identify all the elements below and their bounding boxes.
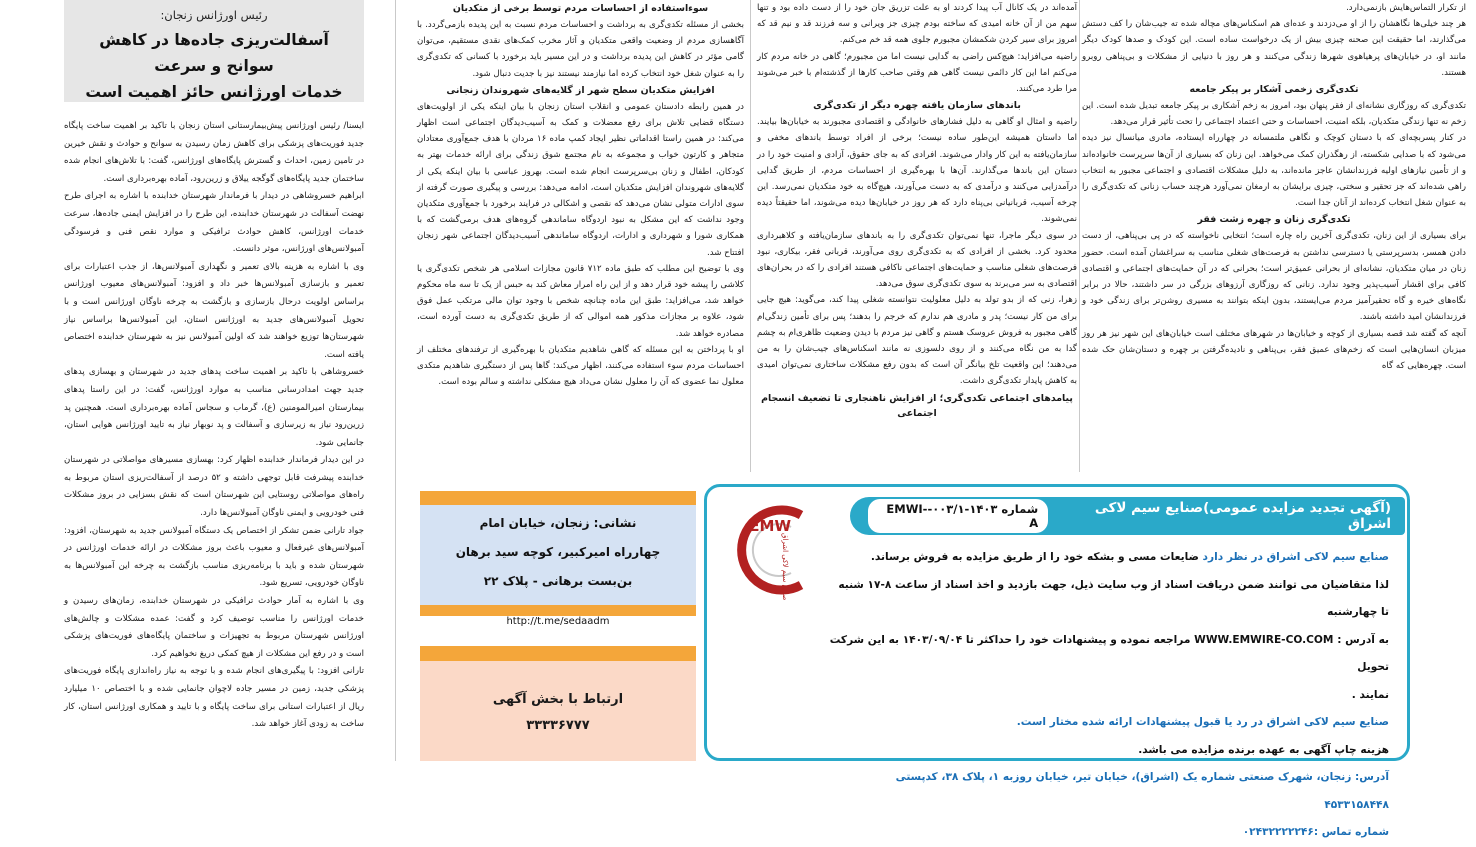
subheading: افزایش متکدیان سطح شهر از گلایه‌های شهروندان زنجانی <box>446 84 715 96</box>
headline-kicker: رئیس اورژانس زنجان: <box>160 8 268 22</box>
paragraph: ابراهیم خسروشاهی در دیدار با فرماندار شهرستان خدابنده با اشاره به اجرای طرح نهضت آسفالت در شهرستان خدابنده، این طرح را در افزایش ایمنی جاده‌ها، سرعت خدمات اورژانس، کاهش حوادث ترافیکی و موارد نقص فنی و فرسودگی آمبولانس‌های اورژانس، موثر دانست. <box>64 191 364 255</box>
auction-text: به آدرس : <box>1337 633 1389 646</box>
paragraph: وی با اشاره به آمار حوادث ترافیکی در شهرستان خدابنده، زمان‌های رسیدن و خدمات اورژانس را مناسب توصیف کرد و گفت: عمده مشکلات و چالش‌های اورژانس شهرستان مربوط به تجهیزات و ساختمان پایگاه‌های فوریت‌های پزشکی است و در رفع این مشکلات از هیچ کمکی دریغ نخواهیم کرد. <box>64 596 364 659</box>
auction-body <box>829 544 1389 847</box>
auction-text: مراجعه نموده و پیشنهادات خود را حداکثر تا ۱۴۰۳/۰۹/۰۴ به این شرکت تحویل <box>829 633 1389 673</box>
address-ad-panel <box>420 505 696 605</box>
auction-line: نمایند . <box>1351 688 1389 701</box>
auction-company: صنایع سیم لاکی اشراق در نظر دارد <box>1202 551 1389 563</box>
logo-text: EMW <box>749 517 791 535</box>
paragraph: برای بسیاری از این زنان، تکدی‌گری آخرین راه چاره است؛ انتخابی ناخواسته که در پی بی‌پناهی، از دست دادن همسر، بدسرپرستی یا دسترسی نداشتن به فرصت‌های شغلی مناسب به سراغشان آمده است. حضور زنان در میان متکدیان، نشانه‌ای از بحرانی عمیق‌تر است؛ بحرانی که در آن حمایت‌های اجتماعی و اقتصادی کافی برای اقشار آسیب‌پذیر وجود ندارد. زنانی که روزگاری آرزوهای بزرگی در سر داشتند، حالا در برابر نگاه‌های خیره و گاه تحقیرآمیز مردم می‌ایستند، بدون اینکه بتوانند به مسیری روشن‌تر برای زندگی خود و فرزندانشان امید داشته باشند. <box>1082 231 1466 323</box>
column-divider <box>750 0 751 472</box>
auction-header <box>850 497 1405 535</box>
paragraph: آنچه که گفته شد قصه بسیاری از کوچه و خیابان‌ها در شهرهای مختلف است خیابان‌های این شهر نیز هر روز میزبان انسان‌هایی است که زخم‌های عمیق فقر، بی‌پناهی و نادیده‌گرفتن بر چهره و دستان‌شان حک شده است. چهره‌هایی که گاه <box>1082 328 1466 372</box>
headline-title-line2: خدمات اورژانس حائز اهمیت است <box>85 83 343 101</box>
paragraph: راضیه می‌افزاید: هیچ‌کس راضی به گدایی نیست اما من مجبورم؛ گاهی در خانه مردم کار می‌کنم اما این کار دائمی نیست گاهی هم وقتی صاحب کارها از گذشته‌ام با خبر می‌شوند مرا طرد می‌کنند. <box>757 51 1077 95</box>
auction-text: ضایعات مسی و بشکه خود را از طریق مزایده به فروش برساند. <box>870 551 1199 563</box>
paragraph: در سوی دیگر ماجرا، تنها نمی‌توان تکدی‌گری را به باندهای سازمان‌یافته و کلاهبرداری محدود کرد. بخشی از افرادی که به تکدی‌گری روی می‌آورند، قربانی فقر، بیکاری، نبود فرصت‌های شغلی مناسب و حمایت‌های اجتماعی ناکافی هستند افرادی را که در بحران‌های اقتصادی به سر می‌برند به سوی تکدی‌گری سوق می‌دهد. <box>757 230 1077 290</box>
paragraph: از تکرار التماس‌هایش بازنمی‌دارد. <box>1346 3 1466 13</box>
auction-address: آدرس: زنجان، شهرک صنعتی شماره یک (اشراق)، خیابان تیر، خیابان روزبه ۱، پلاک ۳۸، کدپستی ۴۵۳۳۱۵۸۴۴۸ <box>895 771 1389 811</box>
telegram-link[interactable]: http://t.me/sedaadm <box>506 616 610 627</box>
paragraph: در همین رابطه دادستان عمومی و انقلاب استان زنجان با بیان اینکه یکی از اولویت‌های دستگاه قضایی تلاش برای رفع معضلات و کمک به آسیب‌دیدگان اجتماعی است اظهار می‌کند: در همین راستا اقداماتی نظیر ایجاد کمپ ماده ۱۶ مردان با هدف جمع‌آوری معتادان متجاهر و کارتون خواب و مجموعه به نام مجتمع شوق زندگی برای ارائه خدمات بهتر به کودکان، اطفال و زنان بی‌سرپرست انجام شده است. بهروز عباسی با بیان اینکه یکی از گلایه‌های شهروندان افزایش متکدیان است، ادامه می‌دهد: بررسی و پیگیری صورت گرفته از سوی ادارات متولی نشان می‌دهد که نقصی و اشکالی در فرایند برخورد با جمع‌آوری متکدیان وجود نداشت که این مشکل به نبود اردوگاه ساماندهی گروه‌های هدف برمی‌گشت که با همکاری شورا و شهرداری و ادارات، اردوگاه ساماندهی آسیب‌دیدگان اجتماعی شهر زنجان افتتاح شد. <box>417 101 744 258</box>
auction-line <box>829 544 1389 572</box>
column-divider <box>1079 0 1080 472</box>
subheading: پیامدهای اجتماعی تکدی‌گری؛ از افزایش ناهنجاری تا تضعیف انسجام اجتماعی <box>761 392 1073 419</box>
headline-box <box>64 0 364 102</box>
paragraph: تکدی‌گری که روزگاری نشانه‌ای از فقر پنهان بود، امروز به زخم آشکاری بر پیکر جامعه تبدیل شده است. این زخم نه تنها زندگی متکدیان، بلکه امنیت، احساسات و حتی اعتماد اجتماعی را تحت تأثیر قرار می‌دهد. <box>1082 101 1466 128</box>
logo-caption: صنایع سیم لاکی اشراق <box>781 533 789 601</box>
auction-number: شماره ۱۴۰۳-۰۰۳/۱-EMWI-A <box>868 499 1048 533</box>
auction-line: صنایع سیم لاکی اشراق در رد یا قبول پیشنهادات ارائه شده مختار است. <box>1016 716 1389 728</box>
article-column-middle-right <box>757 0 1077 472</box>
article-column-middle-left <box>417 0 744 472</box>
auction-website-link[interactable]: WWW.EMWIRE-CO.COM <box>1194 633 1334 646</box>
paragraph: بخشی از مسئله تکدی‌گری به برداشت و احساسات مردم نسبت به این پدیده بازمی‌گردد. با آگاهسازی مردم از وضعیت واقعی متکدیان و آثار مخرب کمک‌های نقدی مستقیم، می‌توان گامی مؤثر در کاهش این پدیده برداشت و در این مسیر باید برخورد با کسانی که تکدی‌گری را به عنوان شغل خود انتخاب کرده اما نیازمند نیستند نیز با جدیت دنبال شود. <box>417 20 744 79</box>
paragraph: راضیه و امثال او گاهی به دلیل فشارهای خانوادگی و اقتصادی مجبورند به خیابان‌ها بیایند. اما داستان همیشه این‌طور ساده نیست؛ برخی از افراد توسط باندهای مخفی و سازمان‌یافته به این کار وادار می‌شوند. افرادی که به جای حقوق، آزادی و امنیت خود را در دستان این باندها می‌گذارند. آن‌ها با بهره‌گیری از احساسات مردم، از طریق گدایی درآمدزایی می‌کنند و درآمدی که به دست می‌آورند، هیچ‌گاه به خود متکدیان نمی‌رسد. این چرخه آسیب، قربانیانی بی‌پناه دارد که هر روز در خیابان‌ها دیده می‌شوند، اما حقیقتاً دیده نمی‌شوند. <box>757 117 1077 225</box>
auction-title: (آگهی تجدید مزایده عمومی)صنایع سیم لاکی اشراق <box>1094 500 1391 532</box>
emw-logo-icon <box>729 501 827 599</box>
subheading: تکدی‌گری زخمی آشکار بر پیکر جامعه <box>1189 84 1359 96</box>
address-ad <box>420 491 696 616</box>
paragraph: هر چند خیلی‌ها نگاهشان را از او می‌دزدند و عده‌ای هم اسکناس‌های مچاله شده ته جیب‌شان را کف دستش می‌گذارند، اما حقیقت این صحنه چیزی بیش از یک درخواست ساده است. این کودک و صدها کودک دیگر مانند او، در خیابان‌های پرهیاهوی شهرها زندگی می‌کنند و هر روز با دنیایی از مشکلات و بی‌پناهی روبرو هستند. <box>1082 19 1466 78</box>
auction-line: هزینه چاپ آگهی به عهده برنده مزایده می باشد. <box>1138 743 1389 756</box>
paragraph: جواد تارانی ضمن تشکر از اختصاص یک دستگاه آمبولانس جدید به شهرستان، افزود: آمبولانس‌های غیرفعال و معیوب باعث بروز مشکلات در ارائه خدمات اورژانس در شهرستان شده و باید با برنامه‌ریزی مناسب بازگشت به چرخه این آمبولانس‌ها به ناوگان خودرویی، تسریع شود. <box>64 525 364 589</box>
paragraph: در این دیدار فرماندار خدابنده اظهار کرد: بهسازی مسیرهای مواصلاتی در شهرستان خدابنده پیشرفت قابل توجهی داشته و ۵۲ درصد از آسفالت‌ریزی استان مربوط به راه‌های مواصلاتی روستایی این شهرستان است که نقش بسزایی در بروز مشکلات فنی خودرویی و ایمنی ناوگان آمبولانس‌ها دارد. <box>64 455 364 519</box>
article-column-right <box>1082 0 1466 472</box>
paragraph: ایسنا/ رئیس اورژانس پیش‌بیمارستانی استان زنجان با تاکید بر اهمیت ساخت پایگاه جدید فوریت‌های پزشکی برای کاهش زمان رسیدن به سوانح و حوادث و نقش خیرین در تامین زمین، احداث و گسترش پایگاه‌های اورژانس، گفت: با تلاش‌های انجام شده ساختمان جدید پایگاه‌های گوگجه ییلاق و زرین‌رود، آماده بهره‌برداری است. <box>64 121 364 184</box>
paragraph: خسروشاهی با تاکید بر اهمیت ساخت پدهای جدید در شهرستان و بهسازی پدهای جدید جهت امدادرسانی مناسب به موارد اورژانس، گفت: در این راستا پدهای بیمارستان امیرالمومنین (ع)، گرماب و سجاس آماده بهره‌برداری است. همچنین پد زرین‌رود نیاز به زیرسازی و آسفالت و پد نوبهار نیاز به تایید اورژانس هوایی استان، جانمایی شود. <box>64 367 364 448</box>
auction-ad <box>704 484 1410 838</box>
address-line: نشانی: زنجان، خیابان امام <box>479 516 637 530</box>
paragraph: در کنار پسربچه‌ای که با دستان کوچک و نگاهی ملتمسانه در چهارراه ایستاده، مادری میانسال نیز دیده می‌شود که با صدایی شکسته، از رهگذران کمک می‌خواهد. این زنان که بسیاری از آن‌ها سرپرست خانواده‌اند و از تأمین نیازهای اولیه فرزندانشان عاجز مانده‌اند، به دلیل مشکلات اقتصادی و اجتماعی مجبور به انتخاب راهی شده‌اند که جز تحقیر و سختی، چیزی برایشان به ارمغان نمی‌آورد هرچند حساب زنانی که تکدی‌گری را به عنوان شغل انتخاب کرده‌اند از آنان جدا است. <box>1082 133 1466 209</box>
paragraph: وی با اشاره به هزینه بالای تعمیر و نگهداری آمبولانس‌ها، از جذب اعتبارات برای تعمیر و بازسازی آمبولانس‌ها خبر داد و افزود: آمبولانس‌های معیوب اورژانس براساس اولویت درحال بازسازی و بازگشت به چرخه ناوگان اورژانس است و با تحویل آمبولانس‌های جدید به اورژانس استان، این آمبولانس‌ها براساس نیاز شهرستان‌ها توزیع خواهند شد که اولین آمبولانس نیز به شهرستان خدابنده اختصاص یافته است. <box>64 261 364 360</box>
address-line: بن‌بست برهانی - پلاک ۲۲ <box>483 574 633 588</box>
auction-line <box>829 627 1389 682</box>
headline-title-line1: آسفالت‌ریزی جاده‌ها در کاهش سوانح و سرعت <box>99 31 329 75</box>
article-column-left <box>64 118 364 761</box>
contact-ad-panel <box>420 661 696 761</box>
paragraph: زهرا، زنی که از بدو تولد به دلیل معلولیت نتوانسته شغلی پیدا کند، می‌گوید: هیچ جایی برای من کار نیست؛ پدر و مادری هم ندارم که خرجم را بدهند؛ پس برای تأمین زندگی‌ام گاهی مجبور به فروش عروسک هستم و گاهی نیز مردم با دیدن وضعیت ظاهری‌ام به چشم گدا به من نگاه می‌کنند و از روی دلسوزی نه مانند اسکناس‌های جیب‌شان را به من می‌دهند؛ این واقعیت تلخ بیانگر آن است که بدون رفع مشکلات ساختاری نمی‌توان امیدی به کاهش پایدار تکدی‌گری داشت. <box>757 295 1077 387</box>
address-line: چهارراه امیرکبیر، کوچه سید برهان <box>455 545 661 559</box>
paragraph: تارانی افزود: با پیگیری‌های انجام شده و با توجه به نیاز راه‌اندازی پایگاه فوریت‌های پزشکی جدید، زمین در مسیر جاده لاچوان جانمایی شده و با اختصاص ۱۰ میلیارد ریال از اعتبارات استانی برای ساخت پایگاه و با تایید و همکاری اورژانس استان، کار ساخت به زودی آغاز خواهد شد. <box>64 666 364 730</box>
subheading: سوءاستفاده از احساسات مردم توسط برخی از متکدیان <box>452 3 709 14</box>
column-divider <box>395 0 396 761</box>
auction-line: لذا متقاضیان می توانند ضمن دریافت اسناد از وب سایت ذیل، جهت بازدید و اخذ اسناد از ساعت ۸-۱۷ شنبه تا چهارشنبه <box>838 578 1389 618</box>
paragraph: او با پرداختن به این مسئله که گاهی شاهدیم متکدیان با بهره‌گیری از ترفندهای مختلف از احساسات مردم سوء استفاده می‌کنند، اظهار می‌کند: گاها پس از دستگیری شاهدیم متکدی معلول نما عضوی که آن را معلول نشان می‌داد هیچ مشکلی نداشته و سالم بوده است. <box>417 344 744 388</box>
auction-phone: شماره تماس :۰۲۴۳۲۲۲۲۲۴۶ <box>1242 826 1389 838</box>
contact-ad-phone: ۳۳۳۳۶۷۷۷ <box>526 718 590 733</box>
contact-ad <box>420 646 696 761</box>
contact-ad-title: ارتباط با بخش آگهی <box>492 692 624 707</box>
paragraph: آمده‌اند در یک کانال آب پیدا کردند او به علت تزریق جان خود را از دست داده بود و تنها سهم من از آن خانه امیدی که ساخته بودم چیزی جز ویرانی و سه فرزند قد و نیم قد که امروز برای سیر کردن شکمشان مجبورم جلوی همه قد خم می‌کنم. <box>757 3 1077 46</box>
paragraph: وی با توضیح این مطلب که طبق ماده ۷۱۲ قانون مجازات اسلامی هر شخص تکدی‌گری یا کلاشی را پیشه خود قرار دهد و از این راه امرار معاش کند به حبس از یک تا سه ماه محکوم خواهد شد، می‌افزاید: طبق این ماده چنانچه شخص با وجود توان مالی مرتکب عمل فوق شود، علاوه بر مجازات مذکور همه اموالی که از طریق تکدی‌گری به دست آورده است، مصادره خواهد شد. <box>417 263 744 339</box>
subheading: تکدی‌گری زنان و چهره زشت فقر <box>1197 214 1351 226</box>
subheading: باندهای سازمان یافته چهره دیگر از تکدی‌گری <box>813 100 1021 112</box>
